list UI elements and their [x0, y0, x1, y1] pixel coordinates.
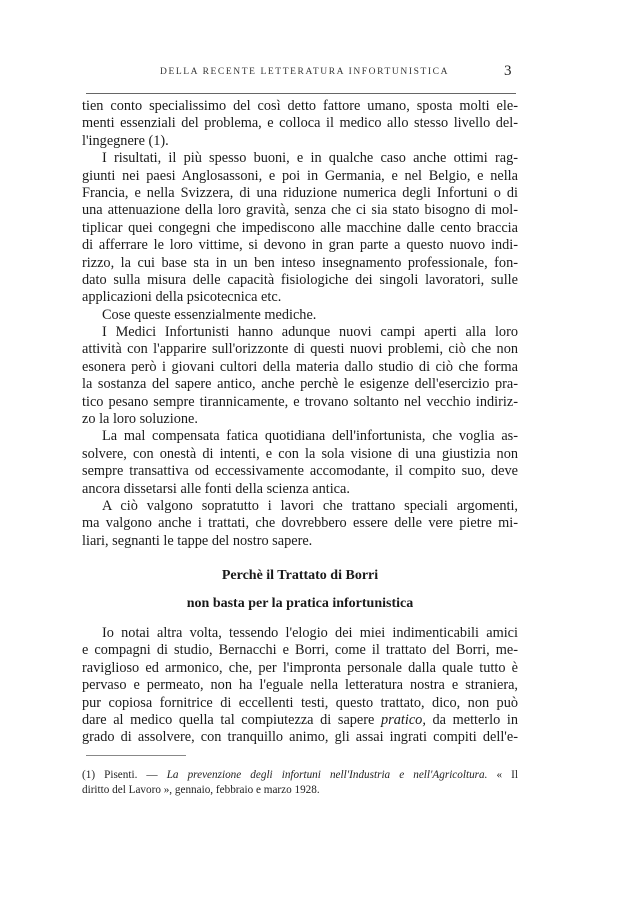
text-line: sempre transattiva od eccessivamente accomodante, il compito suo, deve — [82, 463, 518, 480]
main-text — [82, 98, 518, 550]
section-heading-line2: non basta per la pratica infortunistica — [186, 596, 414, 611]
text-line: applicazioni della psicotecnica etc. — [82, 289, 282, 306]
text-line: I Medici Infortunisti hanno adunque nuovi campi aperti alla loro — [102, 324, 518, 341]
footnote-marker: (1) Pisenti. — — [82, 769, 158, 781]
running-title: DELLA RECENTE LETTERATURA INFORTUNISTICA — [160, 67, 450, 77]
text-line: zo la loro soluzione. — [82, 411, 198, 428]
text-line: tien conto specialissimo del così detto fattore umano, sposta molti ele- — [82, 98, 518, 114]
text-line: e compagni di studio, Bernacchi e Borri, come il trattato del Borri, me- — [82, 642, 518, 659]
text-fragment: da metterlo in — [425, 711, 518, 728]
text-line: giunti nei paesi Anglosassoni, e poi in Germania, e nel Belgio, e nella — [82, 167, 518, 184]
text-line: grado di assolvere, con tranquillo animo, gli assai ingrati compiti dell'e- — [82, 729, 518, 746]
text-line: rizzo, la cui base sta in un ben inteso insegnamento professionale, fon- — [82, 254, 518, 271]
text-line: menti essenziali del problema, e colloca il medico allo stesso livello del- — [82, 115, 518, 132]
footnote-rule — [86, 755, 186, 756]
footnote-tail: « Il — [487, 769, 518, 781]
text-line — [82, 712, 518, 729]
text-line: esonera però i giovani cultori della materia dallo studio di ciò che forma — [82, 358, 518, 375]
text-line: tiplicar quei congegni che impediscono alle macchine dalle cento braccia — [82, 219, 518, 236]
text-line: solvere, con onestà di intenti, e con la sola visione di una giustizia non — [82, 445, 518, 462]
text-line: ma valgono anche i trattati, che dovrebbero essere delle vere pietre mi- — [82, 515, 518, 532]
text-line: l'ingegnere (1). — [82, 132, 169, 149]
text-line: una attenuazione della loro gravità, senza che ci sia stato bisogno di mol- — [82, 202, 518, 219]
text-line: pervaso e permeato, non ha l'eguale nella letteratura nostra e straniera, — [82, 677, 518, 694]
header-rule — [86, 93, 516, 94]
text-line: tico pesano sempre tirannicamente, e trovano soltanto nel vecchio indiriz- — [82, 393, 518, 410]
footnote-line: diritto del Lavoro », gennaio, febbraio e marzo 1928. — [82, 784, 320, 796]
text-line: liari, segnanti le tappe del nostro sapere. — [82, 532, 313, 549]
text-line: dato sulla misura delle capacità fisiologiche dei singoli lavoratori, sulle — [82, 271, 518, 288]
text-line: La mal compensata fatica quotidiana dell'infortunista, che voglia as- — [102, 428, 518, 445]
text-line: Cose queste essenzialmente mediche. — [102, 306, 317, 323]
footnote-title: La prevenzione degli infortuni nell'Industria e nell'Agricoltura. — [166, 769, 488, 781]
text-line: Francia, e nella Svizzera, di una riduzione numerica degli Infortuni o di — [82, 184, 518, 201]
text-line: raviglioso ed armonico, che, per l'impronta personale dalla quale tutto è — [82, 659, 518, 676]
text-line: Io notai altra volta, tessendo l'elogio dei miei indimenticabili amici — [102, 625, 518, 641]
text-fragment: dare al medico quella tal compiutezza di sapere — [82, 711, 375, 728]
page-number: 3 — [504, 63, 512, 79]
footnote-line — [82, 768, 518, 783]
section-heading-line1: Perchè il Trattato di Borri — [221, 568, 379, 583]
text-line: ancora dissetarsi alle fonti della scienza antica. — [82, 480, 350, 497]
text-line: A ciò valgono sopratutto i lavori che trattano speciali argomenti, — [102, 497, 518, 514]
emphasis-word: pratico, — [381, 711, 426, 728]
text-line: attività con l'apparire sull'orizzonte di questi nuovi problemi, ciò che non — [82, 341, 518, 358]
text-line: di afferrare le loro vittime, si devono in gran parte a questo nuovo indi- — [82, 237, 518, 254]
text-line: I risultati, il più spesso buoni, e in qualche caso anche ottimi rag- — [102, 150, 518, 167]
text-line: pur copiosa fornitrice di eccellenti testi, questo trattato, dico, non può — [82, 694, 518, 711]
text-line: la sostanza del sapere antico, anche perchè le esigenze dell'esercizio pra- — [82, 376, 518, 393]
running-head — [0, 63, 643, 83]
footnote — [82, 768, 518, 798]
section-paragraph — [82, 625, 518, 747]
